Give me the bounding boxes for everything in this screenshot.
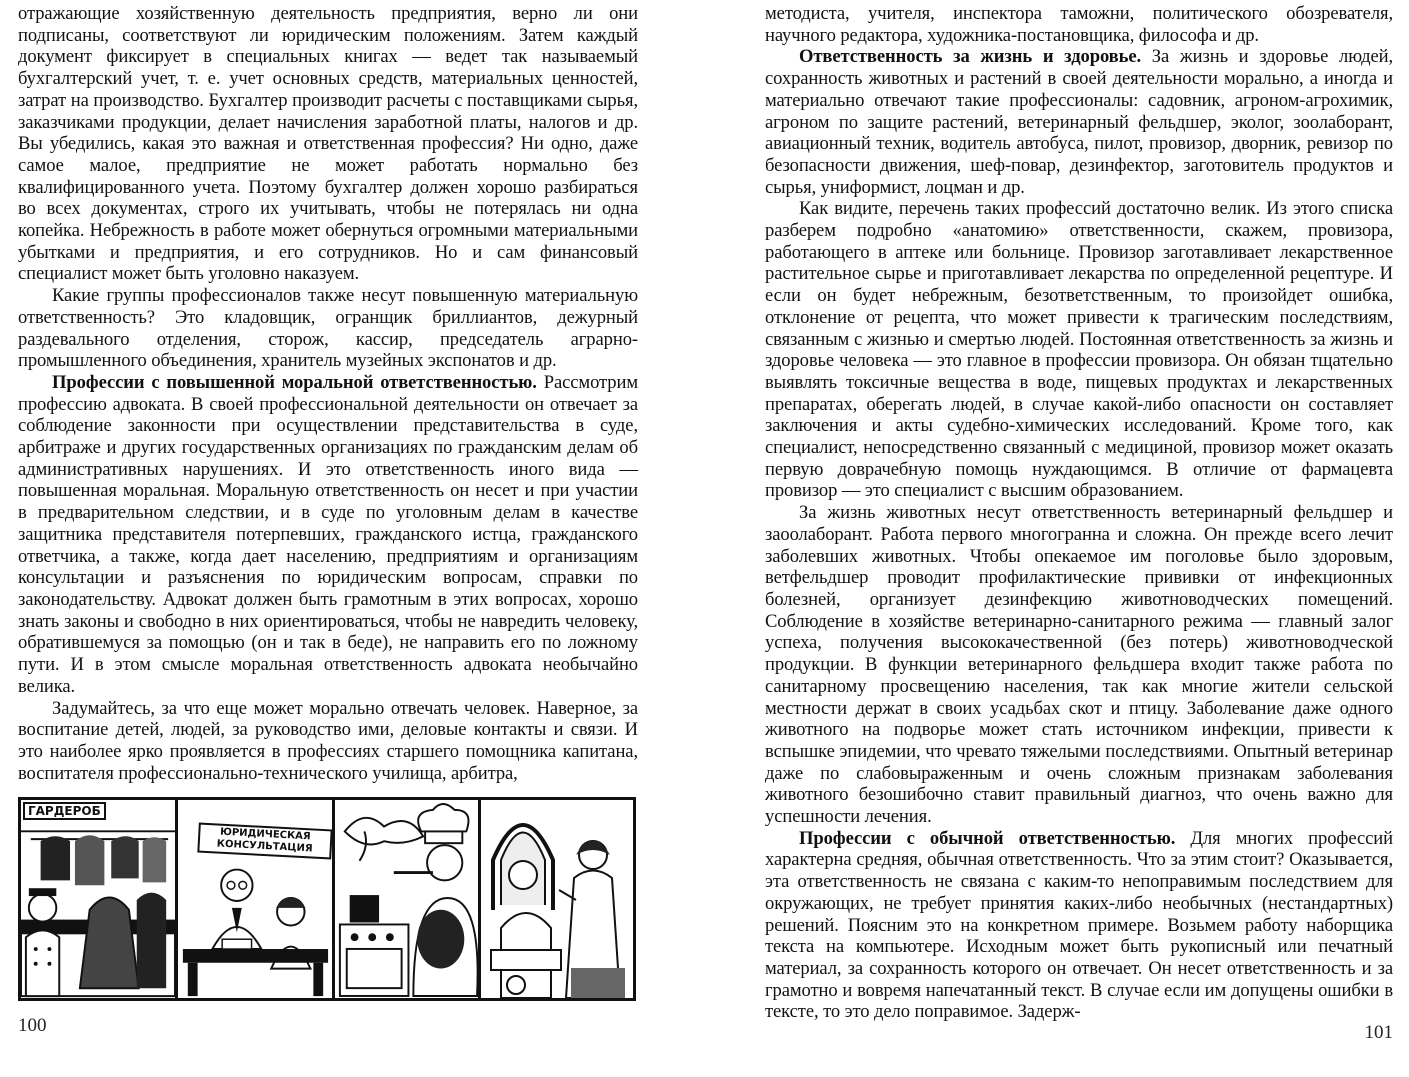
paragraph-veterinarian: За жизнь животных несут ответственность ветеринарный фельдшер и заоолаборант. Работа первого многогранна и сложна. Он прежде всего лечит заболевших животных. Чтобы опекаемое им поголовье было здоровым, ветфельдшер проводит профилактические прививки от инфекционных болезней, организует дезинфекцию животноводческих помещений. Соблюдение в хозяйстве ветеринарно-санитарного режима — главный залог успеха, получения высококачественной (без потерь) животноводческой продукции. В функции ветеринарного фельдшера входит также работа по санитарному просвещению населения, так как многие жители сельской местности держат в своих усадьбах скот и птицу. Заболевание даже одного животного на подворье может стать источником инфекции, привести к вспышке эпидемии, что чревато тяжелыми последствиями. Опытный ветеринар даже по слабовыраженным и очень сложным признакам заболевания животного безошибочно ставит правильный диагноз, что очень важно для успешности лечения.: [765, 502, 1393, 828]
ordinary-text: Для многих профессий характерна средняя, обычная ответственность. Что за этим стоит? Оказывается, эта ответственность не связана с каким-то непоправимым последствием для окружающих, не требует принятия каких-либо необычных (нестандартных) решений. Поясним это на конкретном примере. Возьмем работу наборщика текста на компьютере. Исходным может быть рукописный или печатный материал, за сохранность которого он отвечает. Он несет ответственность и за грамотно и вовремя напечатанный текст. В случае если им допущены ошибки в тексте, то это дело поправимое. Задерж-: [765, 827, 1394, 1023]
paragraph-material-responsibility: Какие группы профессионалов также несут повышенную материальную ответственность? Это кладовщик, огранщик бриллиантов, дежурный раздевального отделения, сторож, кассир, председатель аграрно-промышленного объединения, хранитель музейных экспонатов и др.: [18, 285, 638, 372]
sign-wardrobe: ГАРДЕРОБ: [23, 802, 106, 820]
page-number-right: 101: [1364, 1022, 1393, 1043]
heading-ordinary-responsibility: Профессии с обычной ответственностью.: [799, 827, 1176, 849]
left-page: [18, 0, 638, 1036]
wardrobe-illustration: [21, 800, 175, 998]
cartoon-panel-chef: [335, 800, 481, 998]
moral-text: Рассмотрим профессию адвоката. В своей профессиональной деятельности он отвечает за соблюдение законности при осуществлении представительства в суде, арбитраже и других государственных организациях по гражданским делам об административных нарушениях. И это ответственность иного вида — повышенная моральная. Моральную ответственность он несет и при участии в предварительном следствии, и в суде по уголовным делам в качестве защитника представителя потерпевших, гражданского истца, гражданского ответчика, а также, когда дает населению, предприятиям и организациям консультации и разъяснения по юридическим вопросам, справки по законодательству. Адвокат должен быть грамотным в этих вопросах, хорошо знать законы и свободно в них ориентироваться, чтобы не навредить человеку, обратившемуся за помощью (он и так в беде), не направить его по ложному пути. И в этом смысле моральная ответственность адвоката необычайно велика.: [18, 371, 638, 697]
cartoon-strip: [18, 797, 636, 1001]
paragraph-moral-responsibility: [18, 372, 638, 698]
paragraph-professions-continued: методиста, учителя, инспектора таможни, политического обозревателя, научного редактора, художника-постановщика, философа и др.: [765, 3, 1393, 46]
heading-life-health: Ответственность за жизнь и здоровье.: [799, 46, 1142, 68]
paragraph-life-health: [765, 46, 1393, 198]
cartoon-panel-wardrobe: [21, 800, 178, 998]
heading-moral-responsibility: Профессии с повышенной моральной ответственностью.: [52, 371, 537, 393]
chef-illustration: [335, 800, 478, 998]
right-text-column: [765, 0, 1393, 1023]
right-page: [765, 0, 1394, 1043]
hairdresser-illustration: [481, 800, 633, 998]
paragraph-think: Задумайтесь, за что еще может морально отвечать человек. Наверное, за воспитание детей, людей, за руководство ими, деловые контакты и связи. И это наиболее ярко проявляется в профессиях старшего помощника капитана, воспитателя профессионально-технического училища, арбитра,: [18, 697, 638, 784]
cartoon-panel-legal: [178, 800, 335, 998]
paragraph-ordinary-responsibility: [765, 828, 1393, 1023]
paragraph-pharmacist: Как видите, перечень таких профессий достаточно велик. Из этого списка разберем подробно «анатомию» ответственности, скажем, провизора, работающего в аптеке или больнице. Провизор заготавливает лекарственное растительное сырье и приготавливает лекарства по определенной рецептуре. И если он будет небрежным, безответственным, то произойдет ошибка, отклонение от рецепта, что может привести к трагическим последствиям, связанным с жизнью и смертью людей. Постоянная ответственность за жизнь и здоровье человека — это главное в профессии провизора. Он обязан тщательно выявлять токсичные вещества в воде, пищевых продуктах и лекарственных препаратах, оберегать людей, в случае какой-либо опасности он составляет заключения и акты судебно-химических исследований. Кроме того, как специалист, непосредственно связанный с медициной, провизор может оказать первую доврачебную помощь нуждающимся. В отличие от фармацевта провизор — это специалист с высшим образованием.: [765, 198, 1393, 502]
sign-legal-consultation: ЮРИДИЧЕСКАЯ КОНСУЛЬТАЦИЯ: [197, 823, 332, 860]
left-text-column: [18, 0, 638, 784]
paragraph-accountant: отражающие хозяйственную деятельность предприятия, верно ли они подписаны, соответствуют ли юридическим положениям. Затем каждый документ фиксирует в специальных книгах — ведет так называемый бухгалтерский учет, т. е. учет основных средств, материальных ценностей, затрат на производство. Бухгалтер производит расчеты с поставщиками сырья, заказчиками продукции, делает начисления заработной платы, налогов и др. Вы убедились, какая это важная и ответственная профессия? Ни одно, даже самое малое, предприятие не может работать нормально без квалифицированного учета. Поэтому бухгалтер должен хорошо разбираться во всех документах, строго их учитывать, чтобы не потерялась ни одна копейка. Небрежность в работе может обернуться огромными материальными убытками и предприятия, и его сотрудников. Но и сам финансовый специалист может быть уголовно наказуем.: [18, 3, 638, 285]
page-number-left: 100: [18, 1015, 47, 1036]
life-text: За жизнь и здоровье людей, сохранность животных и растений в своей деятельности морально, а иногда и материально отвечают такие профессионалы: садовник, агроном-агрохимик, агроном по защите растений, ветеринарный фельдшер, эколог, зоолаборант, авиационный техник, водитель автобуса, пилот, провизор, дворник, ревизор по безопасности движения, шеф-повар, дезинфектор, заготовитель продуктов и сырья, униформист, лоцман и др.: [765, 46, 1393, 198]
cartoon-panel-hairdresser: [481, 800, 633, 998]
